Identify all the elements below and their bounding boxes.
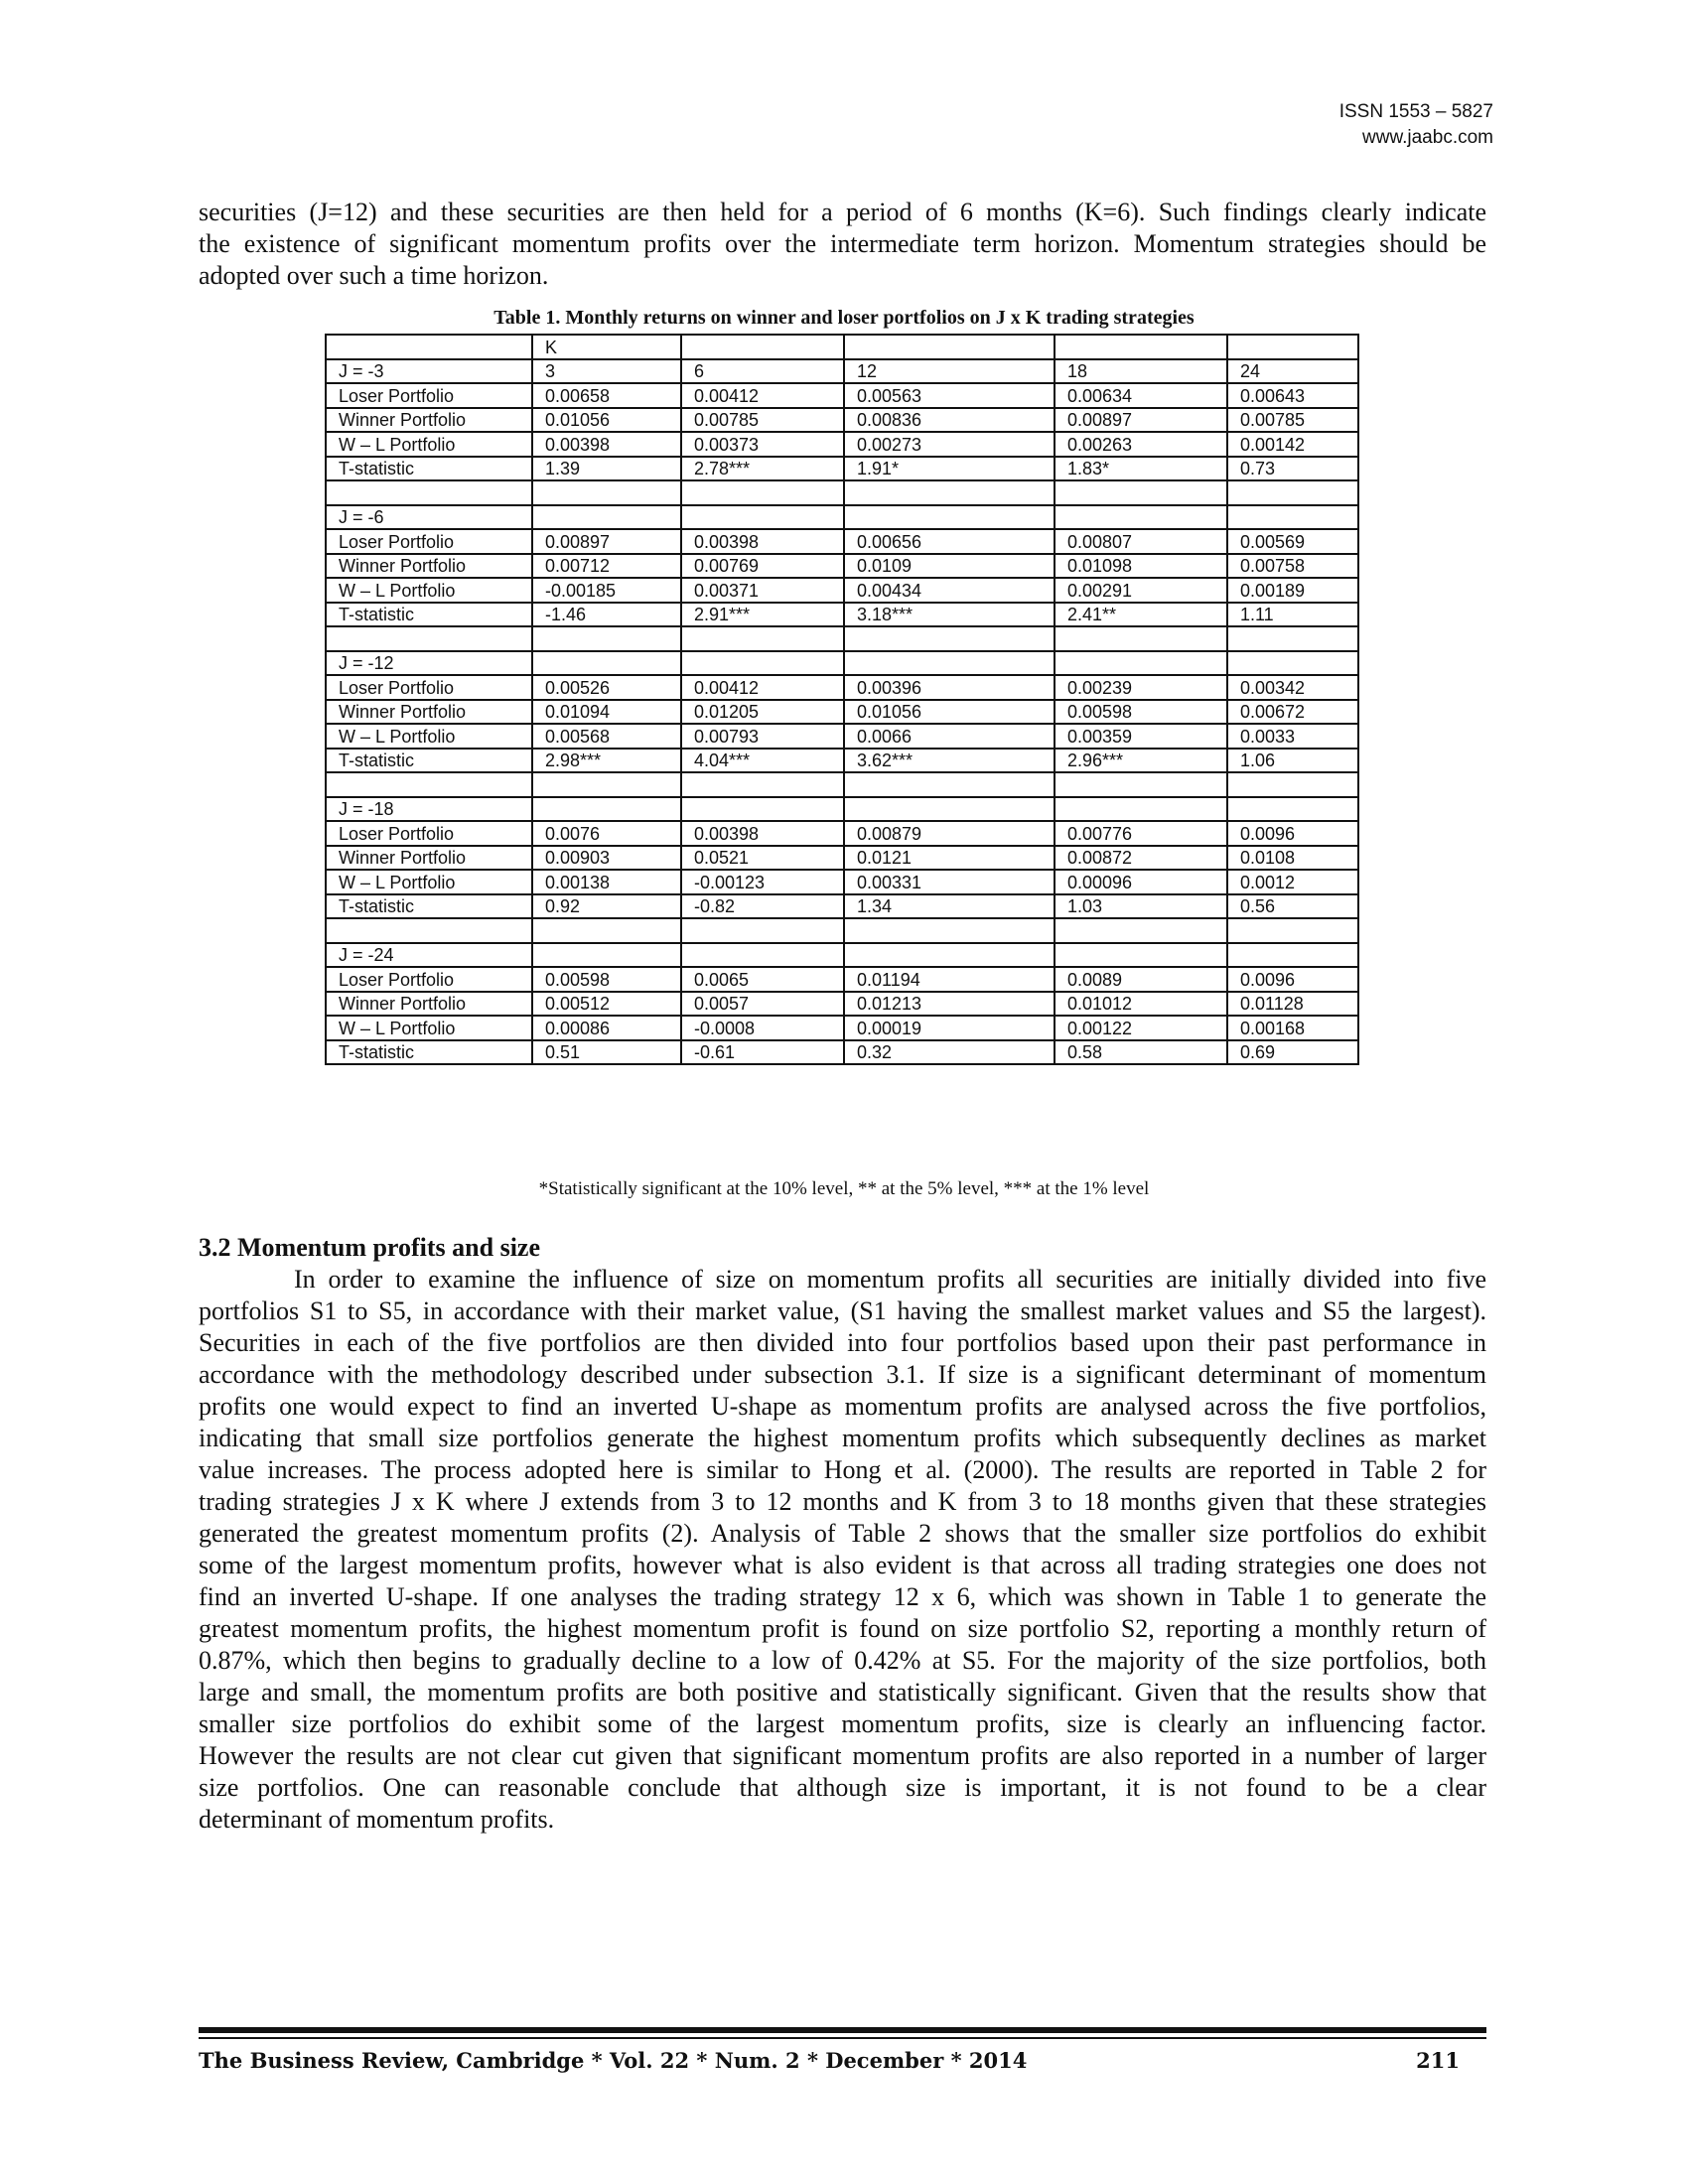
value-cell: 0.00019: [844, 1016, 1055, 1040]
k-value-cell: [532, 797, 681, 822]
value-cell: 0.0012: [1227, 870, 1358, 894]
text-line: accordance with the methodology described under subsection 3.1. If size is a significant determinant of momentum: [199, 1360, 1486, 1389]
value-cell: 0.00785: [681, 408, 844, 433]
value-cell: -0.0008: [681, 1016, 844, 1040]
table-row: [326, 603, 1358, 627]
journal-citation: The Business Review, Cambridge * Vol. 22 * Num. 2 * December * 2014: [199, 2048, 1028, 2073]
empty-cell: [326, 626, 532, 651]
row-label-cell: T-statistic: [326, 894, 532, 919]
table-footnote: *Statistically significant at the 10% level, ** at the 5% level, *** at the 1% level: [538, 1178, 1150, 1199]
row-label-cell: Winner Portfolio: [326, 554, 532, 579]
value-cell: 2.98***: [532, 749, 681, 773]
j-label-cell: J = -6: [326, 505, 532, 530]
value-cell: 0.00897: [1055, 408, 1227, 433]
row-label-cell: T-statistic: [326, 457, 532, 481]
text-line: find an inverted U-shape. If one analyses the trading strategy 12 x 6, which was shown in Table 1 to generate the: [199, 1582, 1486, 1611]
value-cell: 0.00086: [532, 1016, 681, 1040]
j-row: [326, 943, 1358, 968]
value-cell: 0.00512: [532, 992, 681, 1017]
value-cell: 0.00903: [532, 846, 681, 871]
corner-cell: [326, 335, 532, 359]
row-label-cell: W – L Portfolio: [326, 724, 532, 749]
text-line: Securities in each of the five portfolios are then divided into four portfolios based upon their past performance in: [199, 1328, 1486, 1357]
k-value-cell: [844, 651, 1055, 676]
k-value-cell: [681, 943, 844, 968]
value-cell: 0.0057: [681, 992, 844, 1017]
value-cell: 3.18***: [844, 603, 1055, 627]
k-value-cell: [844, 943, 1055, 968]
value-cell: 0.00897: [532, 529, 681, 554]
row-label-cell: W – L Portfolio: [326, 432, 532, 457]
value-cell: 0.00273: [844, 432, 1055, 457]
text-line: large and small, the momentum profits are both positive and statistically significant. Given that the results show that: [199, 1678, 1486, 1706]
k-value-cell: [681, 797, 844, 822]
value-cell: -1.46: [532, 603, 681, 627]
empty-cell: [532, 772, 681, 797]
row-label-cell: Loser Portfolio: [326, 821, 532, 846]
row-label-cell: T-statistic: [326, 749, 532, 773]
row-label-cell: W – L Portfolio: [326, 870, 532, 894]
value-cell: 0.01098: [1055, 554, 1227, 579]
value-cell: 0.0521: [681, 846, 844, 871]
value-cell: 0.32: [844, 1040, 1055, 1065]
value-cell: 0.00331: [844, 870, 1055, 894]
k-header-row: [326, 335, 1358, 359]
value-cell: 0.00526: [532, 675, 681, 700]
value-cell: 0.00656: [844, 529, 1055, 554]
empty-cell: [844, 480, 1055, 505]
value-cell: 0.00291: [1055, 578, 1227, 603]
value-cell: -0.00185: [532, 578, 681, 603]
value-cell: 0.73: [1227, 457, 1358, 481]
k-value-cell: 12: [844, 359, 1055, 384]
k-value-cell: [1055, 943, 1227, 968]
table-cell: [1055, 335, 1227, 359]
value-cell: 0.01056: [844, 700, 1055, 725]
row-label-cell: W – L Portfolio: [326, 1016, 532, 1040]
j-label-cell: J = -12: [326, 651, 532, 676]
text-line: 0.87%, which then begins to gradually decline to a low of 0.42% at S5. For the majority of the size portfolios, both: [199, 1646, 1486, 1675]
value-cell: 0.00563: [844, 383, 1055, 408]
table-row: [326, 967, 1358, 992]
k-value-cell: [532, 651, 681, 676]
table-row: [326, 675, 1358, 700]
text-line: determinant of momentum profits.: [199, 1805, 555, 1834]
k-value-cell: [532, 943, 681, 968]
j-label-cell: J = -3: [326, 359, 532, 384]
row-label-cell: Winner Portfolio: [326, 700, 532, 725]
table-row: [326, 749, 1358, 773]
k-value-cell: [681, 651, 844, 676]
table-cell: [681, 335, 844, 359]
k-value-cell: [1055, 505, 1227, 530]
value-cell: 0.00359: [1055, 724, 1227, 749]
value-cell: 0.00371: [681, 578, 844, 603]
section-paragraph: [199, 1264, 1486, 1836]
table-row: [326, 700, 1358, 725]
value-cell: -0.00123: [681, 870, 844, 894]
text-line: In order to examine the influence of size on momentum profits all securities are initially divided into five: [294, 1265, 1486, 1294]
empty-cell: [532, 480, 681, 505]
empty-cell: [681, 626, 844, 651]
j-label-cell: J = -24: [326, 943, 532, 968]
value-cell: 2.91***: [681, 603, 844, 627]
j-row: [326, 359, 1358, 384]
value-cell: 1.91*: [844, 457, 1055, 481]
value-cell: 0.00263: [1055, 432, 1227, 457]
k-value-cell: [1227, 505, 1358, 530]
empty-cell: [844, 918, 1055, 943]
value-cell: 0.00712: [532, 554, 681, 579]
row-label-cell: Loser Portfolio: [326, 383, 532, 408]
value-cell: 0.00412: [681, 675, 844, 700]
value-cell: 0.00672: [1227, 700, 1358, 725]
table-caption: Table 1. Monthly returns on winner and loser portfolios on J x K trading strategies: [493, 307, 1195, 329]
table-row: [326, 870, 1358, 894]
value-cell: 0.00643: [1227, 383, 1358, 408]
value-cell: 0.00568: [532, 724, 681, 749]
empty-cell: [1227, 772, 1358, 797]
value-cell: 0.00807: [1055, 529, 1227, 554]
empty-cell: [326, 480, 532, 505]
empty-cell: [326, 918, 532, 943]
value-cell: 2.96***: [1055, 749, 1227, 773]
text-line: smaller size portfolios do exhibit some of the largest momentum profits, size is clearly an influencing factor.: [199, 1709, 1486, 1738]
value-cell: 0.00434: [844, 578, 1055, 603]
k-value-cell: 3: [532, 359, 681, 384]
intro-paragraph: [199, 197, 1486, 292]
value-cell: 0.0076: [532, 821, 681, 846]
text-line: the existence of significant momentum profits over the intermediate term horizon. Momentum strategies should be: [199, 229, 1486, 258]
value-cell: 0.00785: [1227, 408, 1358, 433]
row-label-cell: T-statistic: [326, 1040, 532, 1065]
k-value-cell: [844, 505, 1055, 530]
k-value-cell: [1227, 651, 1358, 676]
value-cell: 0.0108: [1227, 846, 1358, 871]
table-cell: [1227, 335, 1358, 359]
value-cell: 0.01128: [1227, 992, 1358, 1017]
k-value-cell: [681, 505, 844, 530]
k-value-cell: 18: [1055, 359, 1227, 384]
j-row: [326, 797, 1358, 822]
value-cell: 0.0109: [844, 554, 1055, 579]
value-cell: 2.78***: [681, 457, 844, 481]
empty-cell: [1227, 626, 1358, 651]
value-cell: 0.00598: [1055, 700, 1227, 725]
value-cell: 0.0121: [844, 846, 1055, 871]
value-cell: 0.0096: [1227, 967, 1358, 992]
empty-cell: [681, 918, 844, 943]
value-cell: 0.00398: [532, 432, 681, 457]
empty-cell: [532, 918, 681, 943]
section-heading: 3.2 Momentum profits and size: [199, 1233, 541, 1262]
text-line: generated the greatest momentum profits (2). Analysis of Table 2 shows that the smaller size portfolios do exhibit: [199, 1519, 1486, 1548]
value-cell: 0.01205: [681, 700, 844, 725]
k-value-cell: 6: [681, 359, 844, 384]
value-cell: 1.83*: [1055, 457, 1227, 481]
table-row: [326, 894, 1358, 919]
k-label-cell: K: [532, 335, 681, 359]
spacer-row: [326, 918, 1358, 943]
text-line: trading strategies J x K where J extends from 3 to 12 months and K from 3 to 18 months given that these strategies: [199, 1487, 1486, 1516]
value-cell: 0.00142: [1227, 432, 1358, 457]
k-value-cell: [1055, 797, 1227, 822]
table-cell: [844, 335, 1055, 359]
text-line: securities (J=12) and these securities are then held for a period of 6 months (K=6). Such findings clearly indicate: [199, 198, 1486, 226]
row-label-cell: Loser Portfolio: [326, 675, 532, 700]
row-label-cell: Winner Portfolio: [326, 408, 532, 433]
text-line: size portfolios. One can reasonable conclude that although size is important, it is not found to be a clear: [199, 1773, 1486, 1802]
value-cell: 0.00634: [1055, 383, 1227, 408]
empty-cell: [1055, 626, 1227, 651]
value-cell: 0.0033: [1227, 724, 1358, 749]
table-row: [326, 992, 1358, 1017]
k-value-cell: [1227, 943, 1358, 968]
k-value-cell: [1227, 797, 1358, 822]
footer-rule-thick: [199, 2027, 1486, 2033]
value-cell: 0.00122: [1055, 1016, 1227, 1040]
value-cell: 0.00342: [1227, 675, 1358, 700]
table-row: [326, 529, 1358, 554]
value-cell: -0.61: [681, 1040, 844, 1065]
value-cell: 0.00412: [681, 383, 844, 408]
value-cell: 0.00872: [1055, 846, 1227, 871]
issn-block: [1339, 99, 1493, 151]
table-row: [326, 554, 1358, 579]
footer-rule-thin: [199, 2037, 1486, 2039]
j-row: [326, 505, 1358, 530]
row-label-cell: Loser Portfolio: [326, 967, 532, 992]
value-cell: 0.0089: [1055, 967, 1227, 992]
empty-cell: [681, 480, 844, 505]
value-cell: 0.00836: [844, 408, 1055, 433]
value-cell: 0.01012: [1055, 992, 1227, 1017]
value-cell: 0.01056: [532, 408, 681, 433]
value-cell: 1.11: [1227, 603, 1358, 627]
value-cell: 4.04***: [681, 749, 844, 773]
value-cell: 0.00793: [681, 724, 844, 749]
k-value-cell: 24: [1227, 359, 1358, 384]
k-value-cell: [532, 505, 681, 530]
text-line: adopted over such a time horizon.: [199, 261, 549, 290]
value-cell: 0.0096: [1227, 821, 1358, 846]
j-row: [326, 651, 1358, 676]
value-cell: 0.00769: [681, 554, 844, 579]
text-line: indicating that small size portfolios generate the highest momentum profits which subsequently declines as market: [199, 1424, 1486, 1452]
text-line: However the results are not clear cut given that significant momentum profits are also reported in a number of larger: [199, 1741, 1486, 1770]
empty-cell: [326, 772, 532, 797]
table-row: [326, 846, 1358, 871]
value-cell: 1.06: [1227, 749, 1358, 773]
value-cell: 0.00776: [1055, 821, 1227, 846]
empty-cell: [844, 772, 1055, 797]
empty-cell: [532, 626, 681, 651]
journal-url: www.jaabc.com: [1362, 127, 1493, 148]
row-label-cell: Loser Portfolio: [326, 529, 532, 554]
table-row: [326, 432, 1358, 457]
text-line: greatest momentum profits, the highest momentum profit is found on size portfolio S2, reporting a monthly return of: [199, 1614, 1486, 1643]
text-line: portfolios S1 to S5, in accordance with their market value, (S1 having the smallest market values and S5 the largest).: [199, 1297, 1486, 1325]
footer: [199, 2048, 1460, 2073]
table-row: [326, 1016, 1358, 1040]
value-cell: 0.00398: [681, 529, 844, 554]
empty-cell: [1227, 480, 1358, 505]
row-label-cell: Winner Portfolio: [326, 846, 532, 871]
table-row: [326, 457, 1358, 481]
row-label-cell: W – L Portfolio: [326, 578, 532, 603]
value-cell: 2.41**: [1055, 603, 1227, 627]
value-cell: 0.56: [1227, 894, 1358, 919]
empty-cell: [1227, 918, 1358, 943]
j-label-cell: J = -18: [326, 797, 532, 822]
value-cell: 0.00189: [1227, 578, 1358, 603]
page-number: 211: [1416, 2048, 1460, 2073]
value-cell: 0.01213: [844, 992, 1055, 1017]
table-row: [326, 724, 1358, 749]
value-cell: 3.62***: [844, 749, 1055, 773]
row-label-cell: T-statistic: [326, 603, 532, 627]
value-cell: 0.0065: [681, 967, 844, 992]
value-cell: 0.00239: [1055, 675, 1227, 700]
value-cell: 0.00168: [1227, 1016, 1358, 1040]
value-cell: 0.0066: [844, 724, 1055, 749]
empty-cell: [1055, 772, 1227, 797]
value-cell: 0.51: [532, 1040, 681, 1065]
row-label-cell: Winner Portfolio: [326, 992, 532, 1017]
empty-cell: [1055, 480, 1227, 505]
value-cell: 0.01094: [532, 700, 681, 725]
issn-text: ISSN 1553 – 5827: [1338, 101, 1493, 122]
empty-cell: [681, 772, 844, 797]
text-line: profits one would expect to find an inverted U-shape as momentum profits are analysed across the five portfolios,: [199, 1392, 1486, 1421]
spacer-row: [326, 626, 1358, 651]
value-cell: 0.01194: [844, 967, 1055, 992]
value-cell: 0.00138: [532, 870, 681, 894]
table-row: [326, 383, 1358, 408]
value-cell: 0.00569: [1227, 529, 1358, 554]
table-row: [326, 408, 1358, 433]
value-cell: 0.69: [1227, 1040, 1358, 1065]
value-cell: 0.00398: [681, 821, 844, 846]
empty-cell: [844, 626, 1055, 651]
value-cell: 1.03: [1055, 894, 1227, 919]
value-cell: 1.39: [532, 457, 681, 481]
text-line: some of the largest momentum profits, however what is also evident is that across all trading strategies one does not: [199, 1551, 1486, 1579]
value-cell: 0.92: [532, 894, 681, 919]
returns-table: [325, 334, 1359, 1065]
value-cell: 0.58: [1055, 1040, 1227, 1065]
value-cell: -0.82: [681, 894, 844, 919]
table-row: [326, 821, 1358, 846]
value-cell: 0.00658: [532, 383, 681, 408]
table-row: [326, 1040, 1358, 1065]
value-cell: 0.00396: [844, 675, 1055, 700]
empty-cell: [1055, 918, 1227, 943]
table-row: [326, 578, 1358, 603]
value-cell: 1.34: [844, 894, 1055, 919]
text-line: value increases. The process adopted here is similar to Hong et al. (2000). The results are reported in Table 2 for: [199, 1455, 1486, 1484]
value-cell: 0.00758: [1227, 554, 1358, 579]
value-cell: 0.00096: [1055, 870, 1227, 894]
value-cell: 0.00598: [532, 967, 681, 992]
spacer-row: [326, 480, 1358, 505]
k-value-cell: [844, 797, 1055, 822]
spacer-row: [326, 772, 1358, 797]
k-value-cell: [1055, 651, 1227, 676]
value-cell: 0.00879: [844, 821, 1055, 846]
value-cell: 0.00373: [681, 432, 844, 457]
